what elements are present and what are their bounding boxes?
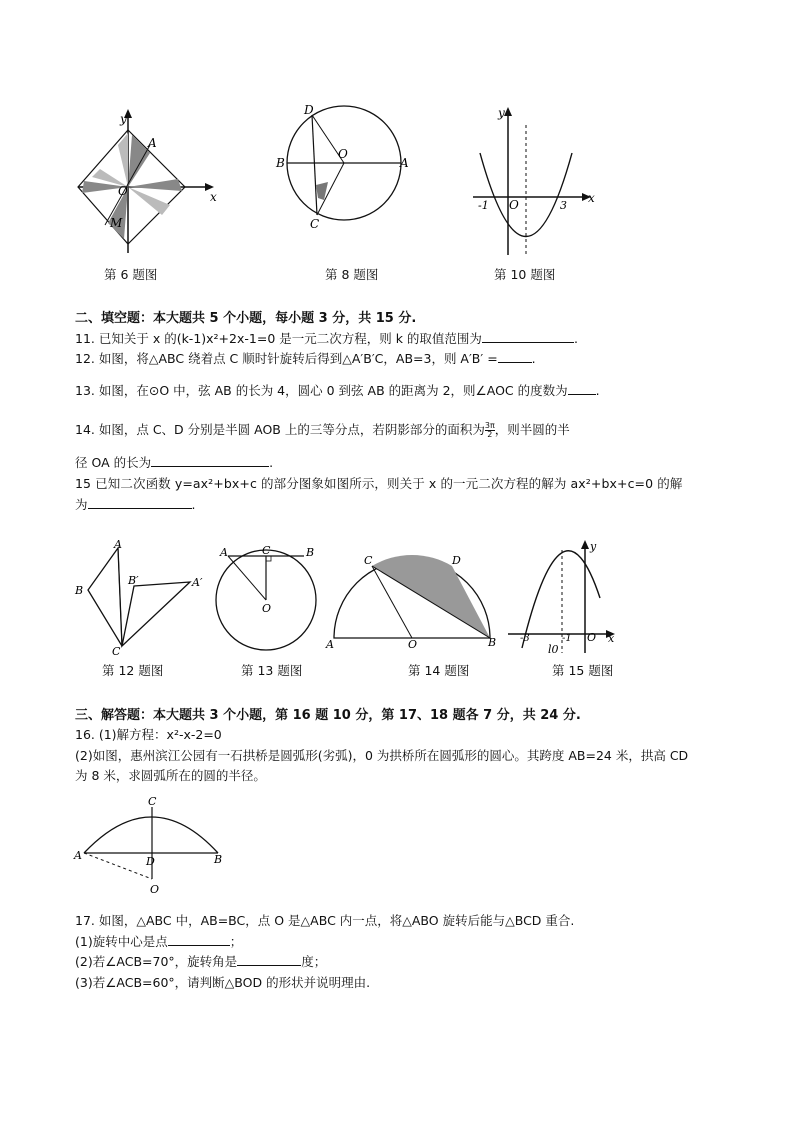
label-a: A bbox=[114, 538, 122, 551]
label-d: D bbox=[304, 103, 314, 117]
label-three: 3 bbox=[560, 199, 567, 212]
q16-2b: 为 8 米，求圆弧所在的圆的半径。 bbox=[75, 768, 266, 783]
label-c: C bbox=[310, 217, 320, 231]
figure-q10 bbox=[468, 105, 603, 260]
answer-blank[interactable] bbox=[151, 455, 269, 467]
label-a: A bbox=[400, 156, 409, 170]
answer-blank[interactable] bbox=[482, 331, 574, 343]
figure-q12 bbox=[70, 538, 215, 658]
label-c: C bbox=[112, 645, 121, 658]
q17-3: (3)若∠ACB=60°，请判断△BOD 的形状并说明理由. bbox=[75, 975, 371, 990]
figure-q8 bbox=[272, 100, 422, 235]
label-b: B bbox=[214, 853, 223, 866]
figure-q14 bbox=[322, 550, 502, 650]
label-a: A bbox=[74, 849, 82, 862]
q11: 11. 已知关于 x 的(k-1)x²+2x-1=0 是一元二次方程，则 k 的取值范围为 . bbox=[75, 331, 578, 346]
q15-line2: 为 . bbox=[75, 497, 196, 512]
label-extra: l0 bbox=[548, 643, 559, 656]
q16-2a: (2)如图，惠州滨江公园有一石拱桥是圆弧形(劣弧)，0 为拱桥所在圆弧形的圆心。其跨度 AB=24 米，拱高 CD bbox=[75, 748, 689, 763]
label-x: x bbox=[608, 632, 615, 645]
q13: 13. 如图，在⊙O 中，弦 AB 的长为 4，圆心 0 到弦 AB 的距离为 2，则∠AOC 的度数为 . bbox=[75, 383, 600, 398]
q12: 12. 如图，将△ABC 绕着点 C 顺时针旋转后得到△A′B′C，AB=3，则 A′B′ = . bbox=[75, 351, 536, 366]
label-b: B bbox=[276, 156, 285, 170]
label-m: M bbox=[110, 216, 123, 230]
fraction: $\frac{3\pi}{2}$ bbox=[484, 421, 495, 439]
caption-q10: 第 10 题图 bbox=[494, 267, 556, 282]
caption-q13: 第 13 题图 bbox=[241, 663, 303, 678]
label-a: A bbox=[326, 638, 334, 650]
label-b: B bbox=[306, 546, 315, 559]
label-c: C bbox=[148, 795, 157, 808]
answer-blank[interactable] bbox=[168, 934, 230, 946]
answer-blank[interactable] bbox=[568, 383, 596, 395]
label-o: O bbox=[262, 602, 272, 615]
q17: 17. 如图，△ABC 中，AB=BC，点 O 是△ABC 内一点，将△ABO 旋转后能与△BCD 重合. bbox=[75, 913, 575, 928]
figure-q13 bbox=[210, 542, 325, 657]
caption-q14: 第 14 题图 bbox=[408, 663, 470, 678]
label-bp: B′ bbox=[128, 574, 139, 587]
label-neg3: -3 bbox=[520, 633, 530, 644]
label-d: D bbox=[146, 855, 155, 868]
label-c: C bbox=[262, 544, 271, 557]
answer-blank[interactable] bbox=[498, 351, 532, 363]
label-a: A bbox=[148, 136, 157, 150]
q16-1: 16. (1)解方程：x²-x-2=0 bbox=[75, 727, 222, 742]
section2-heading: 二、填空题：本大题共 5 个小题，每小题 3 分，共 15 分. bbox=[75, 311, 417, 326]
label-o: O bbox=[338, 147, 348, 161]
answer-blank[interactable] bbox=[88, 497, 192, 509]
label-c: C bbox=[364, 554, 373, 567]
figure-q6 bbox=[70, 105, 220, 260]
label-o: O bbox=[587, 631, 597, 644]
caption-q15: 第 15 题图 bbox=[552, 663, 614, 678]
q14: 14. 如图，点 C、D 分别是半圆 AOB 上的三等分点，若阴影部分的面积为 $\frac{3\pi}{2}$ ，则半圆的半 bbox=[75, 421, 570, 439]
label-o: O bbox=[150, 883, 160, 896]
label-o: O bbox=[408, 638, 418, 650]
caption-q8: 第 8 题图 bbox=[325, 267, 379, 282]
label-o: O bbox=[509, 198, 519, 212]
caption-q6: 第 6 题图 bbox=[104, 267, 158, 282]
label-neg1: -1 bbox=[562, 633, 572, 644]
label-o: O bbox=[118, 184, 128, 198]
q14-line2: 径 OA 的长为 . bbox=[75, 455, 274, 470]
label-b: B bbox=[75, 584, 84, 597]
section3-heading: 三、解答题：本大题共 3 个小题，第 16 题 10 分，第 17、18 题各 7 分，共 24 分. bbox=[75, 708, 581, 723]
q17-2: (2)若∠ACB=70°，旋转角是 度； bbox=[75, 954, 327, 969]
label-x: x bbox=[588, 191, 595, 205]
label-x: x bbox=[210, 190, 217, 204]
label-d: D bbox=[452, 554, 461, 567]
q17-1: (1)旋转中心是点 ； bbox=[75, 934, 243, 949]
answer-blank[interactable] bbox=[237, 954, 301, 966]
figure-q15 bbox=[500, 538, 620, 658]
label-y: y bbox=[498, 106, 505, 120]
label-b: B bbox=[488, 636, 497, 649]
label-ap: A′ bbox=[192, 576, 203, 589]
figure-q16 bbox=[70, 793, 235, 898]
label-a: A bbox=[220, 546, 228, 559]
label-neg1: -1 bbox=[478, 199, 489, 212]
label-y: y bbox=[120, 112, 127, 126]
q15: 15 已知二次函数 y=ax²+bx+c 的部分图象如图所示，则关于 x 的一元二次方程的解为 ax²+bx+c=0 的解 bbox=[75, 476, 683, 491]
caption-q12: 第 12 题图 bbox=[102, 663, 164, 678]
label-y: y bbox=[590, 540, 597, 553]
